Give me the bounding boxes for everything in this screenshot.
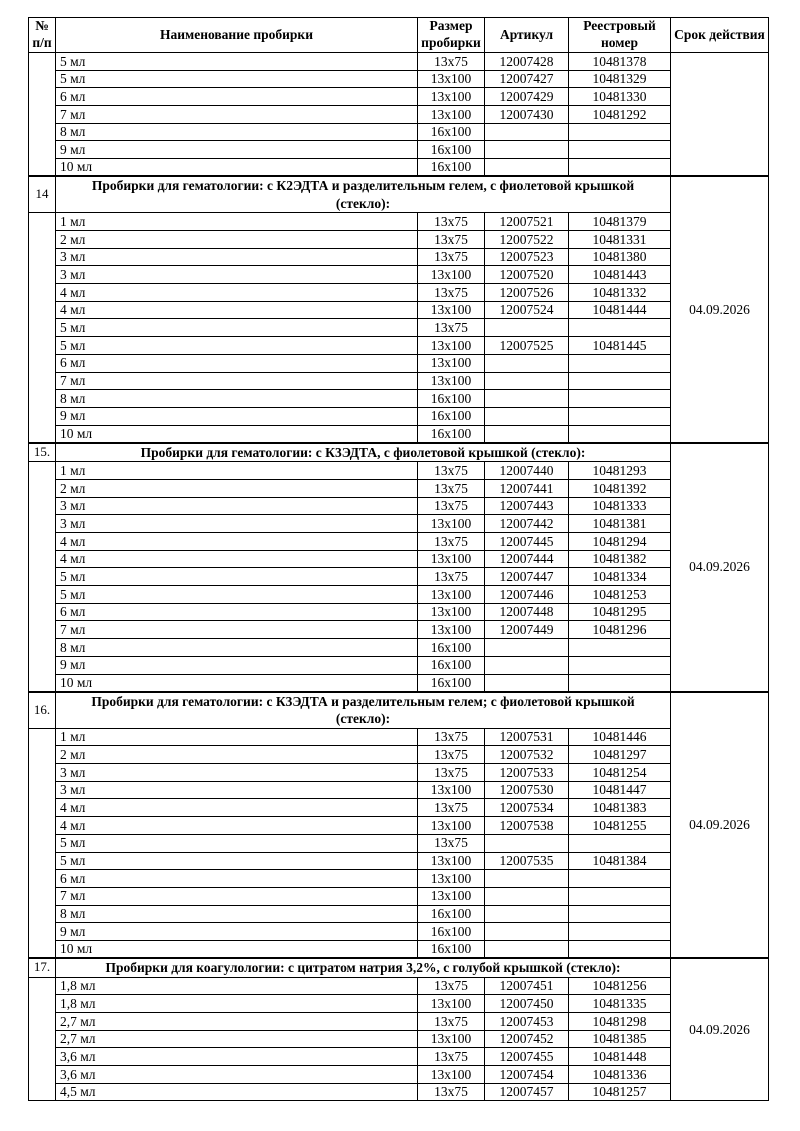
section-title: Пробирки для гематологии: с К3ЭДТА, с фиолетовой крышкой (стекло): xyxy=(56,443,671,462)
row-size-cell: 16x100 xyxy=(418,674,485,692)
row-size-cell: 13x75 xyxy=(418,53,485,71)
table-row xyxy=(29,764,769,782)
table-row xyxy=(29,53,769,71)
column-header-validity: Срок действия xyxy=(671,18,769,53)
row-reg-cell: 10481255 xyxy=(569,817,671,835)
row-size-cell: 13x75 xyxy=(418,799,485,817)
row-size-cell: 13x100 xyxy=(418,870,485,888)
row-size-cell: 13x75 xyxy=(418,1013,485,1031)
row-reg-cell xyxy=(569,407,671,425)
table-row xyxy=(29,88,769,106)
row-reg-cell: 10481298 xyxy=(569,1013,671,1031)
row-volume-cell: 2 мл xyxy=(56,479,418,497)
row-article-cell: 12007452 xyxy=(485,1030,569,1048)
row-volume-cell: 7 мл xyxy=(56,621,418,639)
row-size-cell: 16x100 xyxy=(418,656,485,674)
table-row xyxy=(29,301,769,319)
table-row xyxy=(29,1030,769,1048)
row-article-cell: 12007524 xyxy=(485,301,569,319)
row-volume-cell: 1,8 мл xyxy=(56,977,418,995)
table-row xyxy=(29,995,769,1013)
row-volume-cell: 10 мл xyxy=(56,674,418,692)
row-article-cell xyxy=(485,159,569,177)
table-row xyxy=(29,354,769,372)
table-row xyxy=(29,1048,769,1066)
row-size-cell: 13x100 xyxy=(418,354,485,372)
row-article-cell: 12007535 xyxy=(485,852,569,870)
row-size-cell: 13x75 xyxy=(418,284,485,302)
row-article-cell: 12007530 xyxy=(485,781,569,799)
row-article-cell xyxy=(485,870,569,888)
row-volume-cell: 4 мл xyxy=(56,550,418,568)
validity-cell: 04.09.2026 xyxy=(671,443,769,692)
row-volume-cell: 9 мл xyxy=(56,141,418,159)
column-header-name: Наименование пробирки xyxy=(56,18,418,53)
table-row xyxy=(29,923,769,941)
table-row xyxy=(29,141,769,159)
row-size-cell: 13x100 xyxy=(418,550,485,568)
section-number: 17. xyxy=(29,958,56,977)
row-size-cell: 13x100 xyxy=(418,372,485,390)
row-article-cell: 12007523 xyxy=(485,248,569,266)
table-row xyxy=(29,550,769,568)
column-header-article: Артикул xyxy=(485,18,569,53)
table-row xyxy=(29,834,769,852)
row-volume-cell: 8 мл xyxy=(56,390,418,408)
table-row xyxy=(29,533,769,551)
row-reg-cell xyxy=(569,656,671,674)
row-size-cell: 13x75 xyxy=(418,834,485,852)
row-article-cell: 12007453 xyxy=(485,1013,569,1031)
row-article-cell: 12007445 xyxy=(485,533,569,551)
row-reg-cell xyxy=(569,390,671,408)
row-size-cell: 16x100 xyxy=(418,159,485,177)
row-volume-cell: 4 мл xyxy=(56,533,418,551)
row-reg-cell xyxy=(569,123,671,141)
column-header-reg: Реестровый номер xyxy=(569,18,671,53)
row-volume-cell: 6 мл xyxy=(56,603,418,621)
row-article-cell xyxy=(485,639,569,657)
row-article-cell: 12007450 xyxy=(485,995,569,1013)
table-row xyxy=(29,674,769,692)
row-size-cell: 13x75 xyxy=(418,977,485,995)
table-row xyxy=(29,425,769,443)
row-article-cell: 12007526 xyxy=(485,284,569,302)
row-reg-cell xyxy=(569,923,671,941)
section-title: Пробирки для гематологии: с К3ЭДТА и разделительным гелем; с фиолетовой крышкой (стекло): xyxy=(56,692,671,729)
row-size-cell: 13x75 xyxy=(418,728,485,746)
row-volume-cell: 9 мл xyxy=(56,407,418,425)
row-article-cell: 12007428 xyxy=(485,53,569,71)
row-reg-cell: 10481385 xyxy=(569,1030,671,1048)
row-article-cell xyxy=(485,319,569,337)
row-size-cell: 16x100 xyxy=(418,425,485,443)
row-article-cell: 12007532 xyxy=(485,746,569,764)
row-size-cell: 13x75 xyxy=(418,319,485,337)
row-size-cell: 13x100 xyxy=(418,1066,485,1084)
section-number: 14 xyxy=(29,176,56,213)
row-article-cell: 12007521 xyxy=(485,213,569,231)
section-number-spacer xyxy=(29,977,56,1101)
row-volume-cell: 5 мл xyxy=(56,568,418,586)
row-size-cell: 13x75 xyxy=(418,533,485,551)
row-article-cell: 12007534 xyxy=(485,799,569,817)
row-reg-cell: 10481378 xyxy=(569,53,671,71)
row-volume-cell: 5 мл xyxy=(56,586,418,604)
table-row xyxy=(29,568,769,586)
row-volume-cell: 5 мл xyxy=(56,53,418,71)
row-article-cell: 12007525 xyxy=(485,337,569,355)
row-size-cell: 13x75 xyxy=(418,1083,485,1101)
row-reg-cell: 10481384 xyxy=(569,852,671,870)
row-article-cell xyxy=(485,123,569,141)
row-reg-cell xyxy=(569,141,671,159)
row-article-cell: 12007533 xyxy=(485,764,569,782)
row-reg-cell: 10481383 xyxy=(569,799,671,817)
row-reg-cell xyxy=(569,372,671,390)
row-article-cell: 12007446 xyxy=(485,586,569,604)
row-reg-cell xyxy=(569,639,671,657)
row-volume-cell: 5 мл xyxy=(56,834,418,852)
table-row xyxy=(29,266,769,284)
table-header-row xyxy=(29,18,769,53)
row-volume-cell: 4 мл xyxy=(56,799,418,817)
table-row xyxy=(29,728,769,746)
row-article-cell xyxy=(485,923,569,941)
row-volume-cell: 3 мл xyxy=(56,781,418,799)
row-reg-cell: 10481292 xyxy=(569,106,671,124)
row-article-cell xyxy=(485,674,569,692)
row-reg-cell: 10481295 xyxy=(569,603,671,621)
validity-cell: 04.09.2026 xyxy=(671,692,769,958)
table-row xyxy=(29,231,769,249)
section-header-row xyxy=(29,443,769,462)
row-reg-cell xyxy=(569,905,671,923)
row-reg-cell: 10481381 xyxy=(569,515,671,533)
row-article-cell xyxy=(485,390,569,408)
row-reg-cell: 10481380 xyxy=(569,248,671,266)
row-article-cell: 12007430 xyxy=(485,106,569,124)
row-size-cell: 13x100 xyxy=(418,603,485,621)
row-size-cell: 13x100 xyxy=(418,621,485,639)
table-row xyxy=(29,372,769,390)
row-volume-cell: 7 мл xyxy=(56,887,418,905)
row-reg-cell: 10481335 xyxy=(569,995,671,1013)
row-article-cell xyxy=(485,905,569,923)
row-article-cell: 12007522 xyxy=(485,231,569,249)
table-row xyxy=(29,870,769,888)
row-volume-cell: 10 мл xyxy=(56,425,418,443)
row-article-cell: 12007455 xyxy=(485,1048,569,1066)
row-volume-cell: 2 мл xyxy=(56,746,418,764)
table-row xyxy=(29,781,769,799)
row-reg-cell xyxy=(569,870,671,888)
table-row xyxy=(29,213,769,231)
section-number-spacer xyxy=(29,213,56,443)
row-reg-cell xyxy=(569,425,671,443)
row-article-cell: 12007454 xyxy=(485,1066,569,1084)
row-volume-cell: 8 мл xyxy=(56,639,418,657)
row-article-cell xyxy=(485,354,569,372)
row-reg-cell: 10481382 xyxy=(569,550,671,568)
row-article-cell xyxy=(485,425,569,443)
row-size-cell: 13x75 xyxy=(418,479,485,497)
table-row xyxy=(29,1013,769,1031)
row-size-cell: 13x100 xyxy=(418,781,485,799)
row-reg-cell xyxy=(569,940,671,958)
table-row xyxy=(29,319,769,337)
row-size-cell: 13x100 xyxy=(418,301,485,319)
row-reg-cell: 10481336 xyxy=(569,1066,671,1084)
row-volume-cell: 6 мл xyxy=(56,870,418,888)
row-article-cell: 12007427 xyxy=(485,70,569,88)
row-reg-cell: 10481379 xyxy=(569,213,671,231)
row-reg-cell: 10481329 xyxy=(569,70,671,88)
table-row xyxy=(29,337,769,355)
table-body xyxy=(29,53,769,1101)
row-volume-cell: 1 мл xyxy=(56,728,418,746)
row-size-cell: 13x100 xyxy=(418,337,485,355)
row-article-cell: 12007440 xyxy=(485,462,569,480)
section-title: Пробирки для коагулологии: с цитратом натрия 3,2%, с голубой крышкой (стекло): xyxy=(56,958,671,977)
row-volume-cell: 10 мл xyxy=(56,159,418,177)
row-volume-cell: 10 мл xyxy=(56,940,418,958)
row-reg-cell: 10481296 xyxy=(569,621,671,639)
row-volume-cell: 3 мл xyxy=(56,515,418,533)
row-volume-cell: 8 мл xyxy=(56,905,418,923)
row-reg-cell: 10481257 xyxy=(569,1083,671,1101)
table-row xyxy=(29,603,769,621)
row-volume-cell: 2,7 мл xyxy=(56,1030,418,1048)
row-size-cell: 13x100 xyxy=(418,817,485,835)
row-article-cell xyxy=(485,887,569,905)
section-number-spacer xyxy=(29,53,56,177)
table-row xyxy=(29,746,769,764)
row-size-cell: 13x75 xyxy=(418,248,485,266)
table-header xyxy=(29,18,769,53)
row-volume-cell: 6 мл xyxy=(56,88,418,106)
row-size-cell: 13x75 xyxy=(418,1048,485,1066)
table-row xyxy=(29,940,769,958)
table-row xyxy=(29,284,769,302)
table-row xyxy=(29,639,769,657)
row-size-cell: 13x100 xyxy=(418,586,485,604)
row-reg-cell: 10481448 xyxy=(569,1048,671,1066)
table-row xyxy=(29,817,769,835)
row-volume-cell: 2 мл xyxy=(56,231,418,249)
table-row xyxy=(29,887,769,905)
section-header-row xyxy=(29,176,769,213)
table-row xyxy=(29,462,769,480)
row-size-cell: 16x100 xyxy=(418,123,485,141)
row-volume-cell: 9 мл xyxy=(56,923,418,941)
row-reg-cell: 10481333 xyxy=(569,497,671,515)
row-article-cell: 12007451 xyxy=(485,977,569,995)
section-number-spacer xyxy=(29,462,56,692)
validity-cell: 04.09.2026 xyxy=(671,176,769,442)
section-number: 15. xyxy=(29,443,56,462)
row-volume-cell: 5 мл xyxy=(56,70,418,88)
row-size-cell: 13x75 xyxy=(418,462,485,480)
table-row xyxy=(29,852,769,870)
row-reg-cell xyxy=(569,354,671,372)
row-article-cell: 12007443 xyxy=(485,497,569,515)
row-volume-cell: 4 мл xyxy=(56,284,418,302)
row-article-cell: 12007442 xyxy=(485,515,569,533)
row-size-cell: 16x100 xyxy=(418,390,485,408)
row-volume-cell: 5 мл xyxy=(56,319,418,337)
table-row xyxy=(29,586,769,604)
row-reg-cell: 10481330 xyxy=(569,88,671,106)
row-volume-cell: 1,8 мл xyxy=(56,995,418,1013)
row-reg-cell: 10481331 xyxy=(569,231,671,249)
row-reg-cell xyxy=(569,674,671,692)
row-article-cell xyxy=(485,940,569,958)
row-reg-cell: 10481256 xyxy=(569,977,671,995)
row-reg-cell: 10481444 xyxy=(569,301,671,319)
section-title: Пробирки для гематологии: с К2ЭДТА и разделительным гелем, с фиолетовой крышкой (стекло): xyxy=(56,176,671,213)
table-row xyxy=(29,159,769,177)
row-reg-cell: 10481447 xyxy=(569,781,671,799)
row-volume-cell: 5 мл xyxy=(56,337,418,355)
row-reg-cell: 10481443 xyxy=(569,266,671,284)
row-size-cell: 13x100 xyxy=(418,995,485,1013)
table-row xyxy=(29,479,769,497)
row-volume-cell: 3,6 мл xyxy=(56,1066,418,1084)
row-article-cell: 12007457 xyxy=(485,1083,569,1101)
row-size-cell: 16x100 xyxy=(418,940,485,958)
row-reg-cell: 10481392 xyxy=(569,479,671,497)
row-reg-cell: 10481254 xyxy=(569,764,671,782)
row-reg-cell: 10481253 xyxy=(569,586,671,604)
row-size-cell: 16x100 xyxy=(418,905,485,923)
row-article-cell xyxy=(485,141,569,159)
row-volume-cell: 8 мл xyxy=(56,123,418,141)
table-row xyxy=(29,799,769,817)
table-row xyxy=(29,621,769,639)
row-article-cell xyxy=(485,372,569,390)
row-article-cell xyxy=(485,407,569,425)
section-header-row xyxy=(29,958,769,977)
row-size-cell: 16x100 xyxy=(418,639,485,657)
row-size-cell: 13x100 xyxy=(418,70,485,88)
row-size-cell: 13x75 xyxy=(418,764,485,782)
row-volume-cell: 5 мл xyxy=(56,852,418,870)
row-article-cell: 12007538 xyxy=(485,817,569,835)
row-size-cell: 13x75 xyxy=(418,568,485,586)
row-volume-cell: 9 мл xyxy=(56,656,418,674)
section-number: 16. xyxy=(29,692,56,729)
row-size-cell: 16x100 xyxy=(418,923,485,941)
table-row xyxy=(29,497,769,515)
row-reg-cell: 10481445 xyxy=(569,337,671,355)
column-header-num: № п/п xyxy=(29,18,56,53)
row-size-cell: 16x100 xyxy=(418,141,485,159)
row-reg-cell: 10481293 xyxy=(569,462,671,480)
table-row xyxy=(29,407,769,425)
row-article-cell: 12007449 xyxy=(485,621,569,639)
row-article-cell: 12007448 xyxy=(485,603,569,621)
table-row xyxy=(29,248,769,266)
row-volume-cell: 4 мл xyxy=(56,301,418,319)
row-volume-cell: 2,7 мл xyxy=(56,1013,418,1031)
row-reg-cell: 10481297 xyxy=(569,746,671,764)
row-reg-cell: 10481334 xyxy=(569,568,671,586)
row-reg-cell xyxy=(569,159,671,177)
row-volume-cell: 1 мл xyxy=(56,213,418,231)
section-number-spacer xyxy=(29,728,56,958)
row-volume-cell: 7 мл xyxy=(56,372,418,390)
row-reg-cell: 10481332 xyxy=(569,284,671,302)
row-volume-cell: 4,5 мл xyxy=(56,1083,418,1101)
row-article-cell xyxy=(485,834,569,852)
row-article-cell: 12007444 xyxy=(485,550,569,568)
row-article-cell: 12007520 xyxy=(485,266,569,284)
table-row xyxy=(29,977,769,995)
table-row xyxy=(29,390,769,408)
row-volume-cell: 4 мл xyxy=(56,817,418,835)
row-volume-cell: 3,6 мл xyxy=(56,1048,418,1066)
row-volume-cell: 3 мл xyxy=(56,266,418,284)
row-reg-cell: 10481446 xyxy=(569,728,671,746)
row-size-cell: 13x100 xyxy=(418,88,485,106)
row-article-cell xyxy=(485,656,569,674)
row-size-cell: 13x100 xyxy=(418,106,485,124)
row-volume-cell: 6 мл xyxy=(56,354,418,372)
validity-cell xyxy=(671,53,769,177)
row-size-cell: 16x100 xyxy=(418,407,485,425)
table-row xyxy=(29,70,769,88)
row-size-cell: 13x100 xyxy=(418,852,485,870)
row-volume-cell: 3 мл xyxy=(56,497,418,515)
row-reg-cell xyxy=(569,834,671,852)
table-row xyxy=(29,515,769,533)
row-size-cell: 13x100 xyxy=(418,515,485,533)
column-header-size: Размер пробирки xyxy=(418,18,485,53)
row-article-cell: 12007429 xyxy=(485,88,569,106)
row-size-cell: 13x100 xyxy=(418,1030,485,1048)
row-volume-cell: 3 мл xyxy=(56,248,418,266)
row-size-cell: 13x75 xyxy=(418,497,485,515)
row-reg-cell xyxy=(569,887,671,905)
validity-cell: 04.09.2026 xyxy=(671,958,769,1101)
row-size-cell: 13x100 xyxy=(418,887,485,905)
table-row xyxy=(29,656,769,674)
row-size-cell: 13x75 xyxy=(418,231,485,249)
product-table xyxy=(28,17,769,1101)
row-article-cell: 12007441 xyxy=(485,479,569,497)
table-row xyxy=(29,905,769,923)
table-row xyxy=(29,1066,769,1084)
row-reg-cell xyxy=(569,319,671,337)
row-size-cell: 13x100 xyxy=(418,266,485,284)
row-article-cell: 12007447 xyxy=(485,568,569,586)
row-volume-cell: 7 мл xyxy=(56,106,418,124)
table-row xyxy=(29,106,769,124)
row-volume-cell: 1 мл xyxy=(56,462,418,480)
row-article-cell: 12007531 xyxy=(485,728,569,746)
section-header-row xyxy=(29,692,769,729)
row-size-cell: 13x75 xyxy=(418,213,485,231)
table-row xyxy=(29,1083,769,1101)
row-volume-cell: 3 мл xyxy=(56,764,418,782)
table-row xyxy=(29,123,769,141)
row-size-cell: 13x75 xyxy=(418,746,485,764)
row-reg-cell: 10481294 xyxy=(569,533,671,551)
